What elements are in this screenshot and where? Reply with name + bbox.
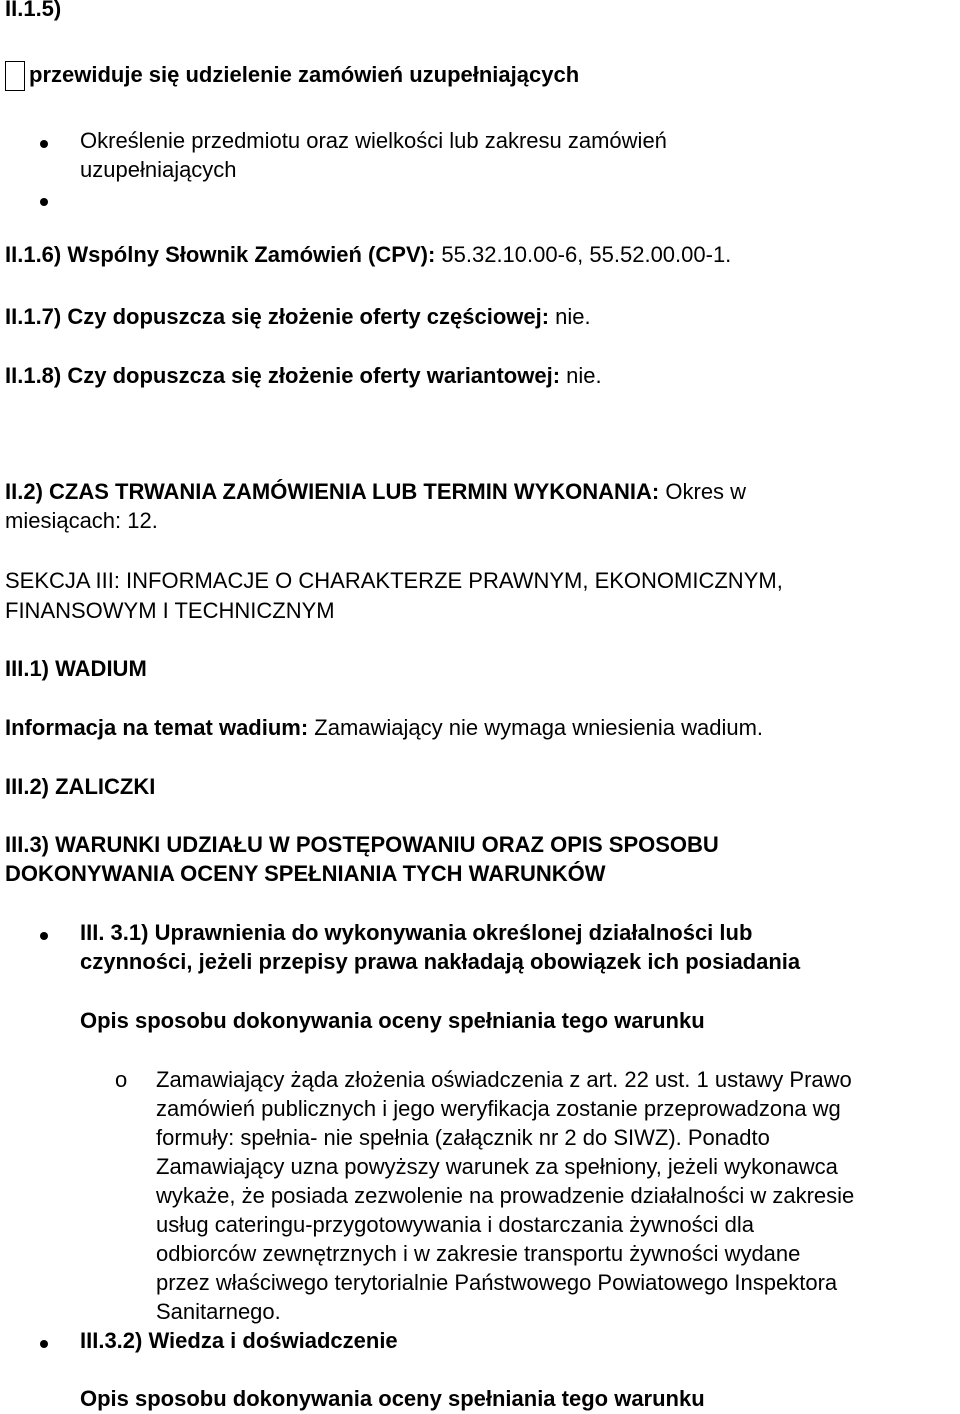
iii-3-heading-1: III.3) WARUNKI UDZIAŁU W POSTĘPOWANIU ORAZ OPIS SPOSOBU: [5, 832, 719, 857]
section-iii-title-1: SEKCJA III: INFORMACJE O CHARAKTERZE PRAWNYM, EKONOMICZNYM,: [5, 568, 783, 593]
bullet-icon: [40, 198, 48, 206]
cpv-value: 55.32.10.00-6, 55.52.00.00-1.: [435, 242, 732, 267]
bullet-text-line-2: uzupełniających: [80, 157, 237, 182]
wadium-row: [5, 713, 950, 742]
duration-row: [5, 477, 950, 506]
partial-offer-label: II.1.7) Czy dopuszcza się złożenie oferty częściowej:: [5, 304, 550, 329]
wadium-label: Informacja na temat wadium:: [5, 715, 309, 740]
sub-line: Zamawiający żąda złożenia oświadczenia z art. 22 ust. 1 ustawy Prawo: [156, 1067, 852, 1092]
variant-offer-label: II.1.8) Czy dopuszcza się złożenie oferty wariantowej:: [5, 363, 561, 388]
item-3-2: III.3.2) Wiedza i doświadczenie: [80, 1328, 398, 1353]
wadium-value: Zamawiający nie wymaga wniesienia wadium.: [308, 715, 764, 740]
checkbox-row: [5, 60, 950, 91]
opis-heading-1: Opis sposobu dokonywania oceny spełniania tego warunku: [80, 1008, 705, 1033]
duration-label: II.2) CZAS TRWANIA ZAMÓWIENIA LUB TERMIN WYKONANIA:: [5, 479, 660, 504]
sub-line: usług cateringu-przygotowywania i dostarczania żywności dla: [156, 1212, 754, 1237]
bullet-icon: [40, 140, 48, 148]
partial-offer-value: nie.: [549, 304, 591, 329]
bullet-icon: [40, 1340, 48, 1348]
wadium-heading: III.1) WADIUM: [5, 656, 147, 681]
checkbox-label: przewiduje się udzielenie zamówień uzupełniających: [29, 62, 580, 87]
opis-heading-2: Opis sposobu dokonywania oceny spełniania tego warunku: [80, 1386, 705, 1411]
bullet-text-line-1: Określenie przedmiotu oraz wielkości lub zakresu zamówień: [80, 128, 667, 153]
sub-line: przez właściwego terytorialnie Państwowego Powiatowego Inspektora: [156, 1270, 838, 1295]
sub-line: formuły: spełnia- nie spełnia (załącznik nr 2 do SIWZ). Ponadto: [156, 1125, 770, 1150]
sub-line: odbiorców zewnętrznych i w zakresie transportu żywności wydane: [156, 1241, 801, 1266]
item-3-1-line-1: III. 3.1) Uprawnienia do wykonywania określonej działalności lub: [80, 920, 753, 945]
sub-line: Sanitarnego.: [156, 1299, 281, 1324]
duration-value-1: Okres w: [659, 479, 747, 504]
variant-offer-value: nie.: [560, 363, 602, 388]
section-iii-title-2: FINANSOWYM I TECHNICZNYM: [5, 598, 335, 623]
cpv-row: [5, 240, 950, 269]
sub-line: zamówień publicznych i jego weryfikacja zostanie przeprowadzona wg: [156, 1096, 841, 1121]
section-heading-ii-1-5: II.1.5): [5, 0, 62, 21]
sub-line: Zamawiający uzna powyższy warunek za spełniony, jeżeli wykonawca: [156, 1154, 838, 1179]
duration-value-2: miesiącach: 12.: [5, 508, 158, 533]
iii-3-heading-2: DOKONYWANIA OCENY SPEŁNIANIA TYCH WARUNKÓW: [5, 861, 606, 886]
zaliczki-heading: III.2) ZALICZKI: [5, 774, 156, 799]
partial-offer-row: [5, 302, 950, 331]
variant-offer-row: [5, 361, 950, 390]
item-3-1-line-2: czynności, jeżeli przepisy prawa nakładają obowiązek ich posiadania: [80, 949, 801, 974]
sub-line: wykaże, że posiada zezwolenie na prowadzenie działalności w zakresie: [156, 1183, 855, 1208]
circle-bullet-icon: o: [115, 1067, 128, 1092]
empty-checkbox[interactable]: [5, 61, 25, 91]
bullet-icon: [40, 932, 48, 940]
cpv-label: II.1.6) Wspólny Słownik Zamówień (CPV):: [5, 242, 436, 267]
